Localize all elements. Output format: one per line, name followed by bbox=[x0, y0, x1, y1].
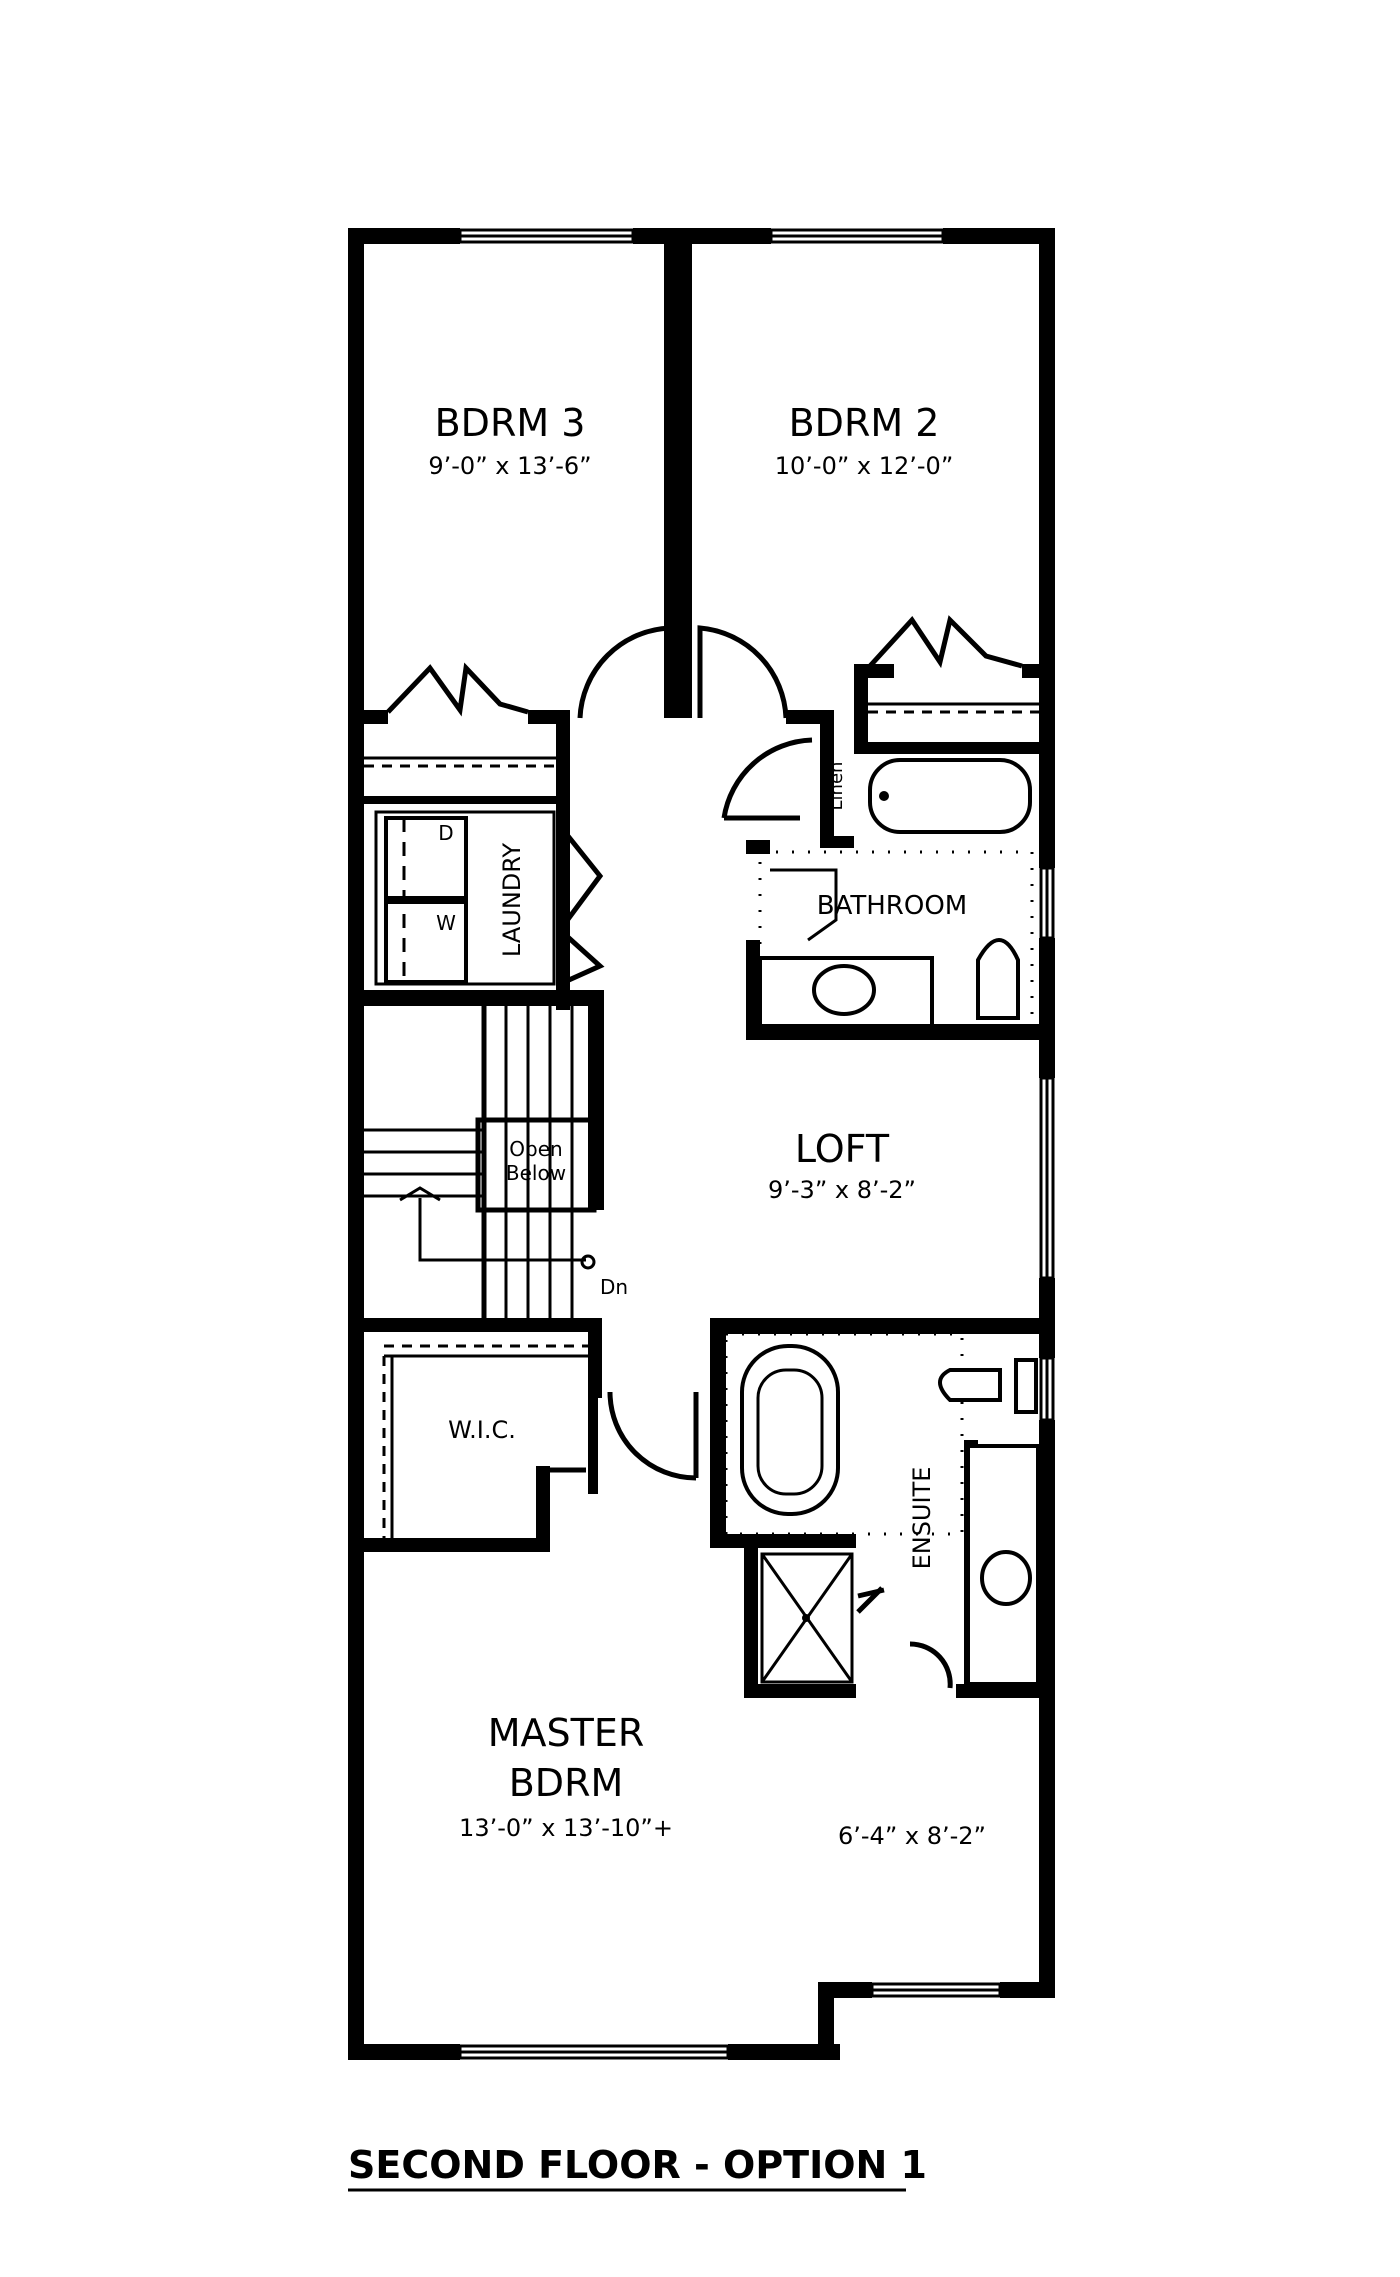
bathroom-label: BATHROOM bbox=[816, 891, 968, 921]
wic-label: W.I.C. bbox=[448, 1416, 516, 1444]
plan-title: SECOND FLOOR - OPTION 1 bbox=[348, 2143, 927, 2187]
bdrm3-label: BDRM 3 bbox=[434, 401, 586, 445]
master-label-line1: MASTER bbox=[487, 1711, 645, 1755]
plan-title-group bbox=[348, 2143, 927, 2190]
master-size: 13’-0” x 13’-10”+ bbox=[459, 1814, 673, 1842]
bdrm3-size: 9’-0” x 13’-6” bbox=[428, 452, 592, 480]
laundry-room bbox=[376, 812, 554, 984]
bathroom-sink-icon bbox=[814, 966, 874, 1014]
open-below-label-line1: Open bbox=[509, 1137, 563, 1161]
ensuite-toilet-icon bbox=[940, 1370, 1000, 1400]
ensuite-label: ENSUITE bbox=[908, 1466, 936, 1570]
bathtub-icon bbox=[870, 760, 1030, 832]
dryer-label: D bbox=[438, 821, 454, 845]
loft-size: 9’-3” x 8’-2” bbox=[768, 1176, 916, 1204]
open-below-label-line2: Below bbox=[505, 1161, 567, 1185]
bathroom-toilet-icon bbox=[978, 940, 1018, 1018]
ensuite-size: 6’-4” x 8’-2” bbox=[838, 1822, 986, 1850]
laundry-label: LAUNDRY bbox=[498, 842, 526, 958]
exterior-walls bbox=[348, 228, 1055, 2060]
loft-label: LOFT bbox=[794, 1127, 890, 1171]
bdrm2-label: BDRM 2 bbox=[788, 401, 940, 445]
linen-label: Linen bbox=[826, 761, 847, 811]
room-labels bbox=[428, 401, 986, 1850]
master-label-line2: BDRM bbox=[508, 1761, 624, 1805]
bdrm2-size: 10’-0” x 12’-0” bbox=[774, 452, 954, 480]
dryer-icon bbox=[386, 818, 466, 898]
ensuite bbox=[726, 1334, 1038, 1684]
ensuite-sink-icon bbox=[982, 1552, 1030, 1604]
stairs-down-label: Dn bbox=[599, 1275, 629, 1299]
washer-label: W bbox=[436, 911, 456, 935]
